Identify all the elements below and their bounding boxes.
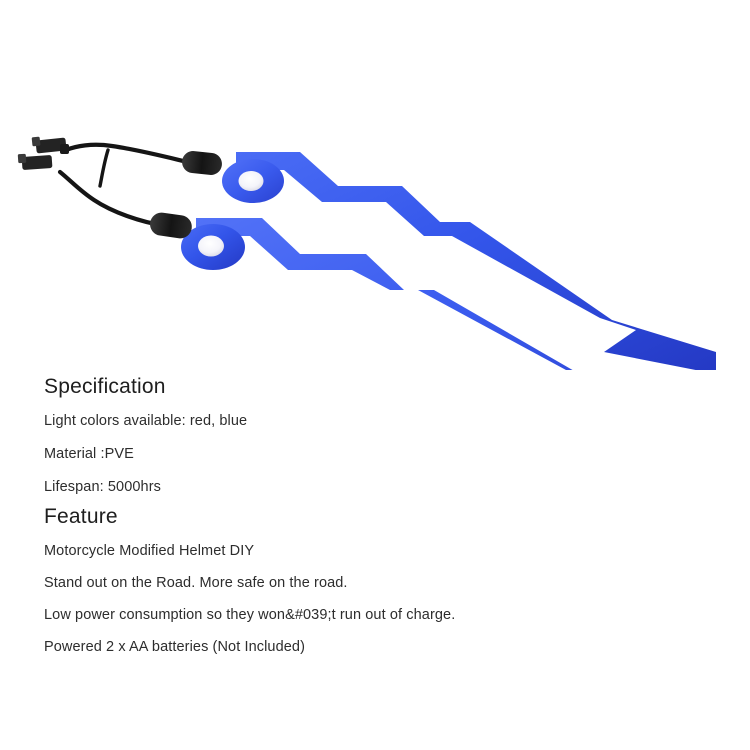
specification-list: [44, 412, 724, 496]
feature-section: [44, 504, 724, 670]
plug-connectors: [18, 137, 69, 170]
specification-heading: Specification: [44, 375, 166, 398]
list-item: Lifespan: 5000hrs: [44, 479, 161, 495]
list-item: Light colors available: red, blue: [44, 413, 248, 429]
specification-section: [44, 374, 724, 511]
light-strip-lower: [181, 218, 680, 370]
list-item: Motorcycle Modified Helmet DIY: [44, 543, 255, 559]
feature-list: [44, 542, 724, 656]
power-wires: [60, 145, 196, 226]
feature-heading: Feature: [44, 505, 118, 528]
list-item: Material :PVE: [44, 446, 134, 462]
product-image: [0, 0, 750, 370]
list-item: Stand out on the Road. More safe on the road.: [44, 575, 348, 591]
list-item: Powered 2 x AA batteries (Not Included): [44, 639, 306, 655]
list-item: Low power consumption so they won&#039;t run out of charge.: [44, 607, 456, 623]
